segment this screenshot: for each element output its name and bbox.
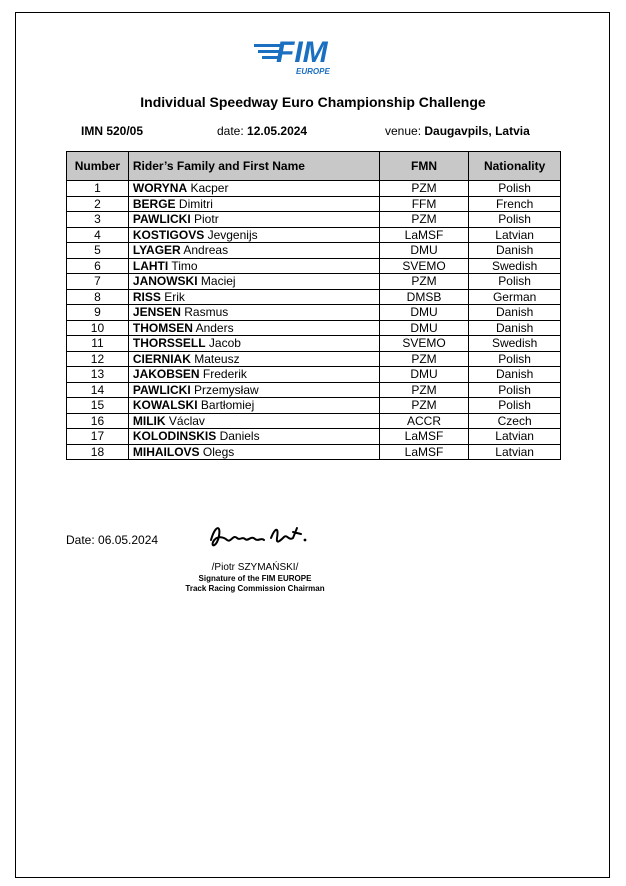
rider-name xyxy=(128,196,379,212)
rider-number: 16 xyxy=(67,413,129,429)
rider-name xyxy=(128,181,379,197)
date-value: 12.05.2024 xyxy=(247,124,308,138)
event-venue xyxy=(385,124,530,138)
rider-nationality: Danish xyxy=(469,320,561,336)
signer-name: /Piotr SZYMAŃSKI/ xyxy=(211,562,299,573)
venue-value: Daugavpils, Latvia xyxy=(424,124,530,138)
table-header-row xyxy=(67,152,561,181)
table-row xyxy=(67,289,561,305)
rider-number: 12 xyxy=(67,351,129,367)
rider-family-name: LYAGER xyxy=(132,243,181,258)
rider-fmn: DMSB xyxy=(379,289,469,305)
table-row xyxy=(67,274,561,290)
rider-family-name: KOWALSKI xyxy=(132,398,198,413)
rider-first-name: Erik xyxy=(164,289,185,304)
rider-family-name: PAWLICKI xyxy=(132,212,191,227)
rider-first-name: Mateusz xyxy=(194,351,240,366)
rider-fmn: PZM xyxy=(379,181,469,197)
rider-nationality: Polish xyxy=(469,181,561,197)
rider-first-name: Piotr xyxy=(194,212,219,227)
signer-role-line1: Signature of the FIM EUROPE xyxy=(198,574,312,583)
table-row xyxy=(67,336,561,352)
table-row xyxy=(67,212,561,228)
rider-family-name: WORYNA xyxy=(132,181,188,196)
rider-first-name: Olegs xyxy=(202,444,235,459)
rider-nationality: Polish xyxy=(469,212,561,228)
rider-nationality: Latvian xyxy=(469,429,561,445)
rider-number: 7 xyxy=(67,274,129,290)
rider-number: 14 xyxy=(67,382,129,398)
rider-number: 1 xyxy=(67,181,129,197)
rider-family-name: THOMSEN xyxy=(132,320,193,335)
header-rider-name: Rider’s Family and First Name xyxy=(128,152,379,181)
table-row xyxy=(67,196,561,212)
table-row xyxy=(67,413,561,429)
rider-family-name: PAWLICKI xyxy=(132,382,191,397)
rider-first-name: Dimitri xyxy=(178,196,213,211)
rider-first-name: Timo xyxy=(171,258,198,273)
rider-family-name: MILIK xyxy=(132,413,166,428)
table-row xyxy=(67,351,561,367)
rider-first-name: Daniels xyxy=(219,429,260,444)
table-row xyxy=(67,243,561,259)
rider-first-name: Anders xyxy=(195,320,234,335)
logo-subtext: EUROPE xyxy=(296,67,330,76)
rider-fmn: LaMSF xyxy=(379,444,469,460)
rider-number: 6 xyxy=(67,258,129,274)
rider-name xyxy=(128,382,379,398)
rider-number: 5 xyxy=(67,243,129,259)
table-row xyxy=(67,398,561,414)
rider-name xyxy=(128,258,379,274)
rider-fmn: DMU xyxy=(379,320,469,336)
rider-fmn: PZM xyxy=(379,398,469,414)
rider-nationality: Swedish xyxy=(469,258,561,274)
rider-fmn: ACCR xyxy=(379,413,469,429)
rider-number: 11 xyxy=(67,336,129,352)
rider-number: 13 xyxy=(67,367,129,383)
rider-nationality: Latvian xyxy=(469,227,561,243)
signer-role-line2: Track Racing Commission Chairman xyxy=(185,584,325,593)
rider-first-name: Przemysław xyxy=(194,382,259,397)
rider-number: 2 xyxy=(67,196,129,212)
rider-name xyxy=(128,429,379,445)
rider-name xyxy=(128,367,379,383)
rider-fmn: DMU xyxy=(379,305,469,321)
rider-nationality: Polish xyxy=(469,398,561,414)
table-row xyxy=(67,382,561,398)
rider-first-name: Jevgenijs xyxy=(207,227,258,242)
rider-number: 4 xyxy=(67,227,129,243)
rider-family-name: CIERNIAK xyxy=(132,351,191,366)
rider-family-name: KOLODINSKIS xyxy=(132,429,217,444)
rider-fmn: LaMSF xyxy=(379,429,469,445)
table-row xyxy=(67,367,561,383)
rider-nationality: German xyxy=(469,289,561,305)
signature-date: Date: 06.05.2024 xyxy=(66,533,159,547)
logo-text: FIM xyxy=(276,36,328,69)
rider-name xyxy=(128,444,379,460)
rider-first-name: Kacper xyxy=(190,181,229,196)
document-title: Individual Speedway Euro Championship Challenge xyxy=(140,94,486,110)
rider-nationality: Polish xyxy=(469,274,561,290)
venue-label: venue: xyxy=(385,124,422,138)
rider-name xyxy=(128,398,379,414)
rider-family-name: RISS xyxy=(132,289,161,304)
rider-name xyxy=(128,305,379,321)
rider-family-name: KOSTIGOVS xyxy=(132,227,205,242)
rider-first-name: Maciej xyxy=(200,274,236,289)
table-row xyxy=(67,181,561,197)
event-date xyxy=(217,124,307,138)
rider-name xyxy=(128,320,379,336)
rider-number: 10 xyxy=(67,320,129,336)
rider-nationality: Danish xyxy=(469,243,561,259)
date-label: date: xyxy=(217,124,244,138)
rider-nationality: Polish xyxy=(469,382,561,398)
rider-fmn: DMU xyxy=(379,243,469,259)
rider-fmn: SVEMO xyxy=(379,336,469,352)
rider-name xyxy=(128,289,379,305)
rider-number: 17 xyxy=(67,429,129,445)
rider-first-name: Rasmus xyxy=(184,305,229,320)
rider-nationality: Czech xyxy=(469,413,561,429)
rider-nationality: Latvian xyxy=(469,444,561,460)
rider-family-name: BERGE xyxy=(132,196,176,211)
riders-table xyxy=(66,151,561,460)
rider-fmn: PZM xyxy=(379,212,469,228)
rider-number: 15 xyxy=(67,398,129,414)
rider-name xyxy=(128,212,379,228)
rider-name xyxy=(128,274,379,290)
rider-first-name: Bartłomiej xyxy=(200,398,255,413)
imn-number xyxy=(81,124,143,138)
table-row xyxy=(67,258,561,274)
rider-family-name: JENSEN xyxy=(132,305,181,320)
rider-family-name: THORSSELL xyxy=(132,336,206,351)
rider-name xyxy=(128,336,379,352)
imn-value: IMN 520/05 xyxy=(81,124,144,138)
fim-europe-logo xyxy=(252,30,352,80)
table-row xyxy=(67,429,561,445)
rider-name xyxy=(128,351,379,367)
rider-first-name: Jacob xyxy=(208,336,241,351)
rider-name xyxy=(128,243,379,259)
rider-family-name: JAKOBSEN xyxy=(132,367,200,382)
table-row xyxy=(67,320,561,336)
rider-name xyxy=(128,227,379,243)
rider-family-name: JANOWSKI xyxy=(132,274,198,289)
rider-fmn: PZM xyxy=(379,351,469,367)
rider-first-name: Frederik xyxy=(202,367,247,382)
header-fmn: FMN xyxy=(379,152,469,181)
table-row xyxy=(67,444,561,460)
handwritten-signature xyxy=(205,518,315,552)
header-number: Number xyxy=(67,152,129,181)
rider-fmn: PZM xyxy=(379,382,469,398)
rider-number: 8 xyxy=(67,289,129,305)
rider-fmn: DMU xyxy=(379,367,469,383)
table-row xyxy=(67,305,561,321)
header-nationality: Nationality xyxy=(469,152,561,181)
rider-nationality: Polish xyxy=(469,351,561,367)
rider-fmn: PZM xyxy=(379,274,469,290)
rider-fmn: LaMSF xyxy=(379,227,469,243)
rider-family-name: LAHTI xyxy=(132,258,169,273)
rider-fmn: FFM xyxy=(379,196,469,212)
rider-nationality: French xyxy=(469,196,561,212)
rider-number: 18 xyxy=(67,444,129,460)
rider-number: 3 xyxy=(67,212,129,228)
rider-nationality: Swedish xyxy=(469,336,561,352)
rider-family-name: MIHAILOVS xyxy=(132,444,200,459)
rider-first-name: Andreas xyxy=(183,243,229,258)
rider-fmn: SVEMO xyxy=(379,258,469,274)
rider-nationality: Danish xyxy=(469,367,561,383)
rider-first-name: Václav xyxy=(168,413,205,428)
rider-name xyxy=(128,413,379,429)
rider-number: 9 xyxy=(67,305,129,321)
table-row xyxy=(67,227,561,243)
rider-nationality: Danish xyxy=(469,305,561,321)
